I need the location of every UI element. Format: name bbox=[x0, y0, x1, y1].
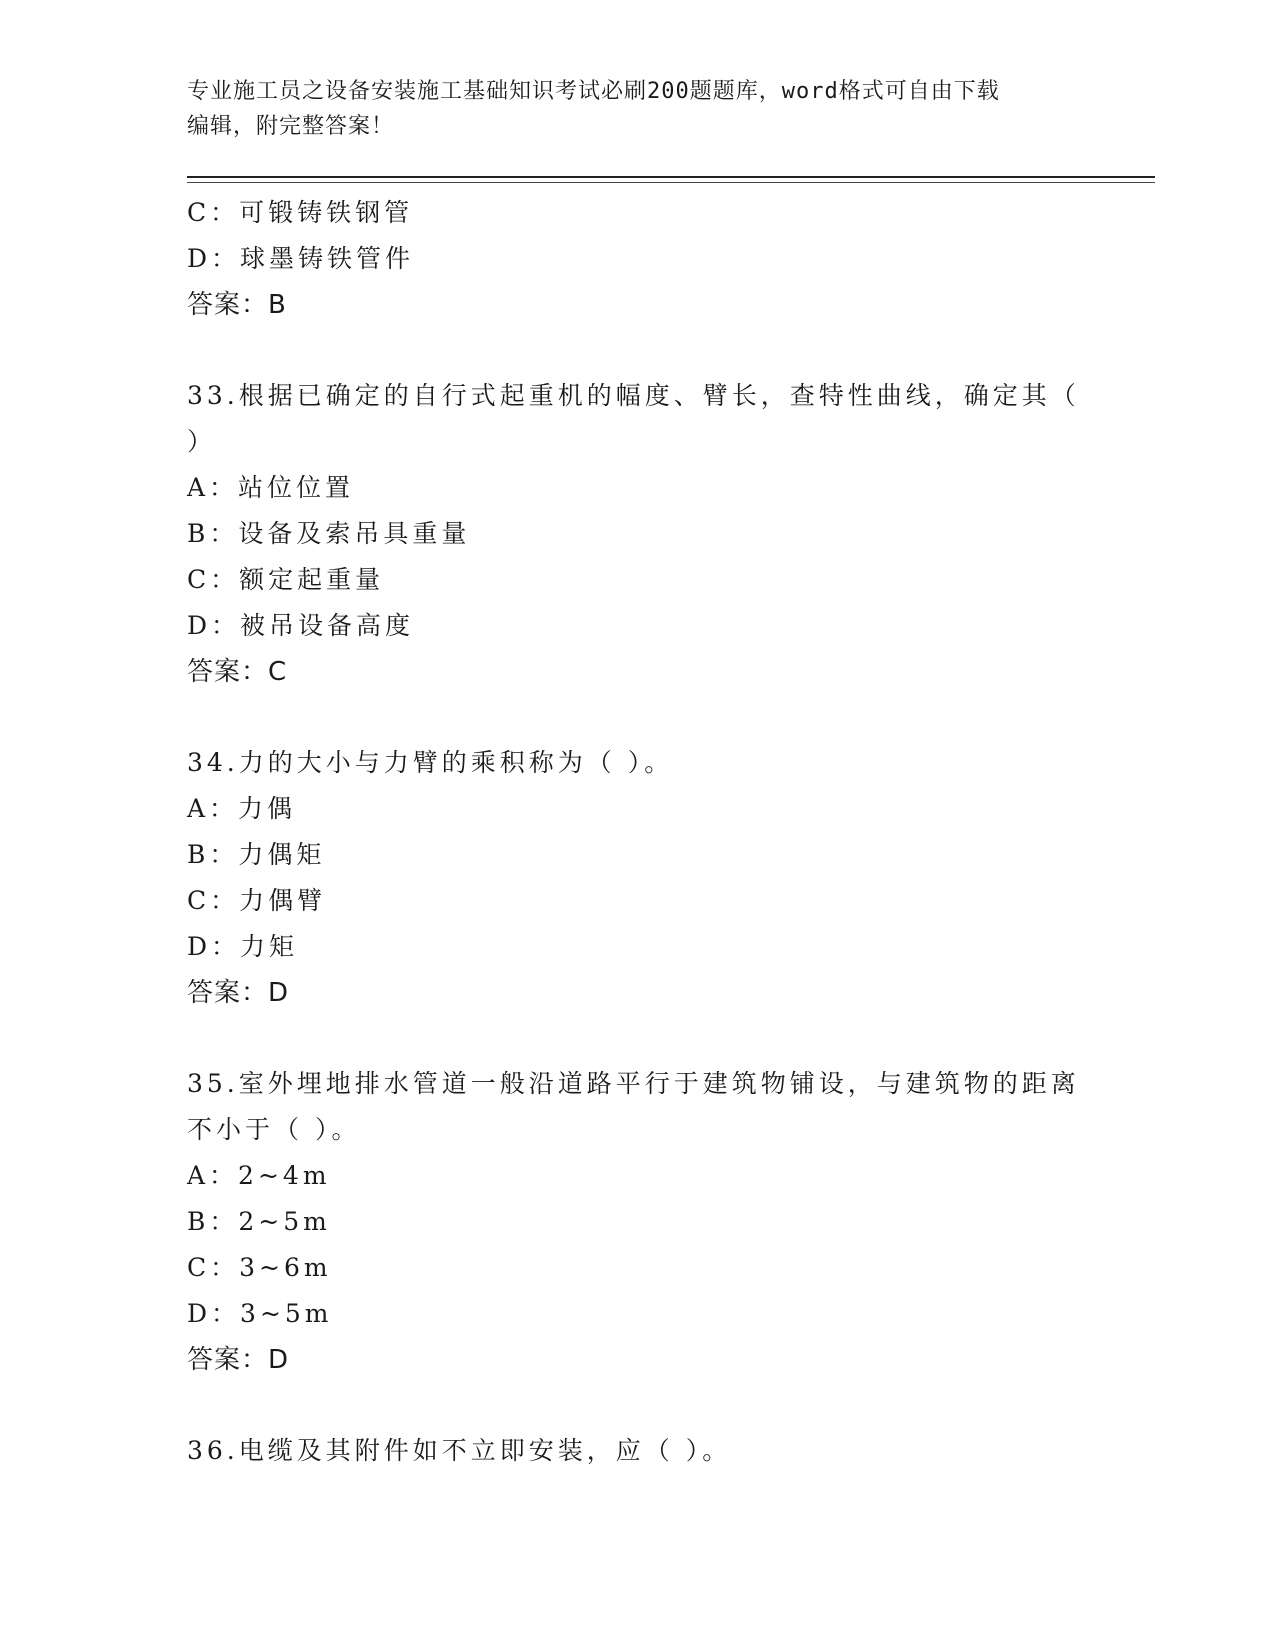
question-34-option-c: C：力偶臂 bbox=[187, 886, 327, 915]
question-33-answer: 答案：C bbox=[187, 657, 288, 687]
question-spacer bbox=[187, 328, 1087, 373]
question-32-option-d: D：球墨铸铁管件 bbox=[187, 244, 415, 273]
question-36 bbox=[187, 1428, 1087, 1474]
question-35-option-b: B：2~5m bbox=[187, 1207, 331, 1236]
question-33-stem-line-1: 33.根据已确定的自行式起重机的幅度、臂长，查特性曲线，确定其（ bbox=[187, 381, 1080, 410]
question-35-option-a: A：2~4m bbox=[187, 1161, 331, 1190]
question-35-option-c: C：3~6m bbox=[187, 1253, 332, 1282]
question-33-stem-line-2: ） bbox=[187, 427, 217, 456]
question-34-stem-line-1: 34.力的大小与力臂的乘积称为（ ）。 bbox=[187, 748, 674, 777]
question-33-option-c: C：额定起重量 bbox=[187, 565, 385, 594]
question-spacer bbox=[187, 695, 1087, 740]
header-title-line-1: 专业施工员之设备安装施工基础知识考试必刷200题题库，word格式可自由下载 bbox=[187, 79, 1000, 104]
question-34-answer: 答案：D bbox=[187, 978, 290, 1008]
question-35-stem-line-2: 不小于（ ）。 bbox=[187, 1115, 361, 1144]
document-header bbox=[187, 74, 1087, 144]
question-35-answer: 答案：D bbox=[187, 1345, 290, 1375]
question-33 bbox=[187, 373, 1087, 695]
question-32-answer: 答案：B bbox=[187, 290, 287, 320]
question-35 bbox=[187, 1061, 1087, 1383]
question-34-option-d: D：力矩 bbox=[187, 932, 299, 961]
question-33-option-a: A：站位位置 bbox=[187, 473, 355, 502]
question-list bbox=[187, 190, 1087, 1474]
question-spacer bbox=[187, 1383, 1087, 1428]
question-33-option-d: D：被吊设备高度 bbox=[187, 611, 415, 640]
question-spacer bbox=[187, 1016, 1087, 1061]
question-34-option-b: B：力偶矩 bbox=[187, 840, 326, 869]
question-34 bbox=[187, 740, 1087, 1016]
header-divider-thick bbox=[187, 176, 1155, 178]
question-33-option-b: B：设备及索吊具重量 bbox=[187, 519, 471, 548]
question-34-option-a: A：力偶 bbox=[187, 794, 297, 823]
question-32-tail bbox=[187, 190, 1087, 328]
question-32-option-c: C：可锻铸铁钢管 bbox=[187, 198, 414, 227]
question-36-stem-line-1: 36.电缆及其附件如不立即安装，应（ ）。 bbox=[187, 1436, 732, 1465]
header-divider-thin bbox=[187, 182, 1155, 183]
header-title-line-2: 编辑，附完整答案！ bbox=[187, 114, 395, 139]
question-35-option-d: D：3~5m bbox=[187, 1299, 333, 1328]
question-35-stem-line-1: 35.室外埋地排水管道一般沿道路平行于建筑物铺设，与建筑物的距离 bbox=[187, 1069, 1080, 1098]
